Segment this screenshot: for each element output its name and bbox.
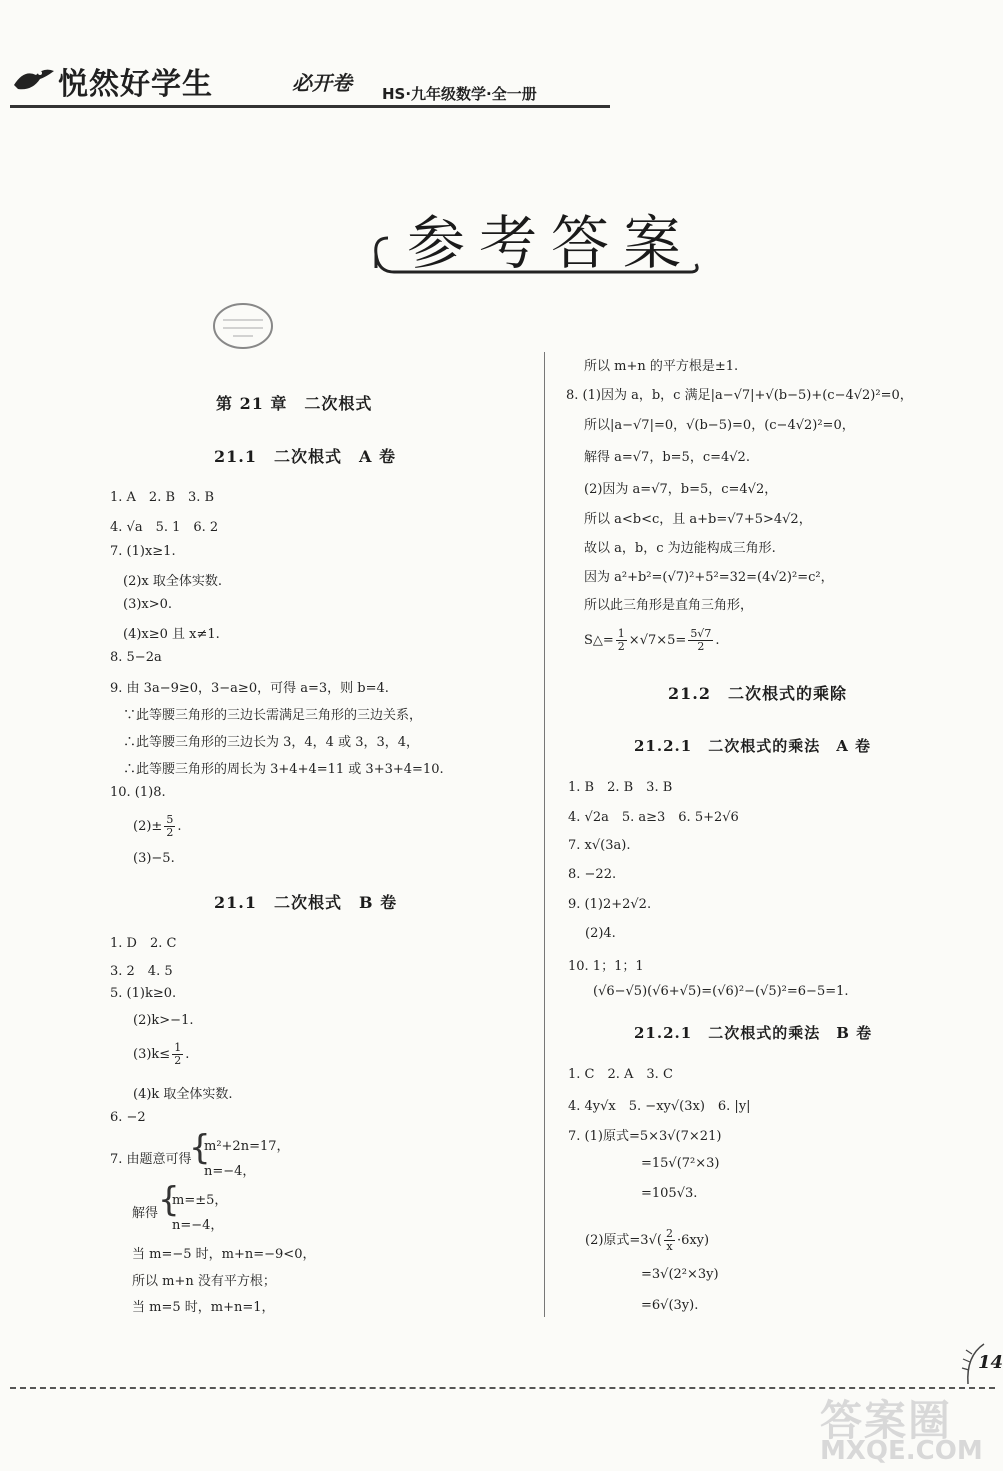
answer-middle: ×√7×5= [628,633,687,648]
answer-line: 10. (1)8. [110,785,166,800]
answer-line: 当 m=−5 时，m+n=−9<0， [132,1247,316,1262]
answer-line: 4. √a 5. 1 6. 2 [110,520,219,535]
answer-line: (3)k≤ $\frac{1}{2}$ . [133,1041,190,1067]
answer-line: 8. −22. [568,867,617,882]
answer-line: (4)k 取全体实数. [133,1087,233,1102]
page-title: 参考答案 [407,209,696,277]
fraction [172,1042,183,1067]
answer-line: 所以|a−√7|=0，√(b−5)=0，(c−4√2)²=0， [584,418,855,433]
column-divider [544,352,545,1317]
answer-line [585,1228,709,1253]
answer-prefix: (2)原式=3√( [585,1233,662,1248]
fraction-numerator: 1 [174,1041,182,1054]
answer-line: 故以 a，b，c 为边能构成三角形. [584,541,776,556]
fraction-denominator: x [666,1240,673,1253]
answer-line: (2)k>−1. [133,1013,194,1028]
series-name: 必开卷 [292,71,352,95]
answer-line: =3√(2²×3y) [641,1267,719,1282]
answer-line: (2)x 取全体实数. [123,574,223,589]
answer-line: (2)因为 a=√7，b=5，c=4√2， [584,482,778,497]
answer-line: 10. 1；1；1 [568,959,644,974]
answer-line: (√6−√5)(√6+√5)=(√6)²−(√5)²=6−5=1. [593,984,849,999]
answer-line: =15√(7²×3) [641,1156,720,1171]
answer-line: 所以 m+n 没有平方根； [132,1274,276,1289]
fraction-denominator: 2 [617,640,625,653]
answer-line: 6. −2 [110,1110,146,1125]
stamp-seal-icon [211,300,275,352]
brace-icon: { [158,1180,180,1220]
answer-line: (3)x>0. [123,597,173,612]
answer-line: 7. (1)x≥1. [110,544,176,559]
answer-line: 1. D 2. C [110,936,177,951]
answer-line: 当 m=5 时，m+n=1， [132,1300,275,1315]
fraction-numerator: 5√7 [690,627,712,640]
fraction [164,814,175,839]
answer-line: 7. x√(3a). [568,838,631,853]
answer-line: (2)4. [585,926,616,941]
answer-line: 4. √2a 5. a≥3 6. 5+2√6 [568,810,739,825]
answer-line: ∴此等腰三角形的周长为 3+4+4=11 或 3+3+4=10. [123,762,444,777]
fraction-numerator: 1 [617,627,625,640]
answer-line: (4)x≥0 且 x≠1. [123,627,220,642]
brand-name: 悦然好学生 [58,67,213,102]
answer-line: 所以 m+n 的平方根是±1. [584,359,739,374]
system-solution: n=−4， [172,1218,224,1233]
header-rule [10,105,610,108]
subsection-heading: 21.2.1 二次根式的乘法 A 卷 [634,737,872,755]
answer-prefix: (2)± [133,819,163,834]
answer-line: 1. C 2. A 3. C [568,1067,673,1082]
answer-line: ∵此等腰三角形的三边长需满足三角形的三边关系， [123,708,423,723]
answer-line: 所以 a<b<c，且 a+b=√7+5>4√2， [584,512,812,527]
fraction-denominator: 2 [697,640,705,653]
answer-line: 7. 由题意可得 [110,1152,192,1167]
answer-line: 解得 a=√7，b=5，c=4√2. [584,450,750,465]
page-number: 14 [978,1352,1003,1373]
brace-icon: { [189,1128,211,1168]
page-header [10,55,610,107]
answer-line: =105√3. [641,1186,698,1201]
answer-line: 1. A 2. B 3. B [110,490,215,505]
fraction [688,628,713,653]
bird-logo-icon [10,63,56,95]
answer-line: ∴此等腰三角形的三边长为 3，4，4 或 3，3，4， [123,735,420,750]
answer-line: 5. (1)k≥0. [110,986,177,1001]
answer-line: 所以此三角形是直角三角形， [584,598,754,613]
answer-line: 1. B 2. B 3. B [568,780,673,795]
answer-line: 4. 4y√x 5. −xy√(3x) 6. |y| [568,1099,751,1114]
system-solution: m=±5， [172,1193,228,1208]
fraction [664,1228,675,1253]
answer-prefix: (3)k≤ [133,1047,171,1062]
answer-line: 7. (1)原式=5×3√(7×21) [568,1129,722,1144]
watermark-logo: 答案圈 [820,1396,953,1445]
area-formula: S△= $\frac{1}{2}$ ×√7×5= $\frac{5√7}{2}$ . [584,627,720,653]
book-name: HS·九年级数学·全一册 [382,85,537,103]
chapter-heading: 第 21 章 二次根式 [216,394,373,413]
answer-line: 8. 5−2a [110,650,162,665]
answer-line: 解得 [132,1206,159,1221]
system-equation: m²+2n=17， [204,1139,290,1154]
answer-suffix: ·6xy) [676,1233,710,1248]
answer-line: 9. 由 3a−9≥0，3−a≥0，可得 a=3，则 b=4. [110,681,389,696]
fraction-numerator: 5 [166,813,174,826]
section-heading: 21.1 二次根式 A 卷 [214,447,396,466]
fraction-denominator: 2 [174,1054,182,1067]
answer-line: 3. 2 4. 5 [110,964,173,979]
fraction-denominator: 2 [166,826,174,839]
subsection-heading: 21.2.1 二次根式的乘法 B 卷 [634,1024,873,1042]
answer-line: (2)± $\frac{5}{2}$ . [133,813,182,839]
answer-line: 因为 a²+b²=(√7)²+5²=32=(4√2)²=c²， [584,570,834,585]
answer-line: 8. (1)因为 a，b，c 满足|a−√7|+√(b−5)+(c−4√2)²=0， [566,388,913,403]
answer-line: =6√(3y). [641,1298,699,1313]
fraction-numerator: 2 [665,1227,673,1240]
answer-line: (3)−5. [133,851,175,866]
watermark-url: MXQE.COM [820,1436,983,1466]
fraction [616,628,627,653]
answer-prefix: S△= [584,633,614,648]
section-heading: 21.2 二次根式的乘除 [668,684,847,703]
answer-line: 9. (1)2+2√2. [568,897,652,912]
system-equation: n=−4， [204,1164,256,1179]
section-heading: 21.1 二次根式 B 卷 [214,893,398,912]
